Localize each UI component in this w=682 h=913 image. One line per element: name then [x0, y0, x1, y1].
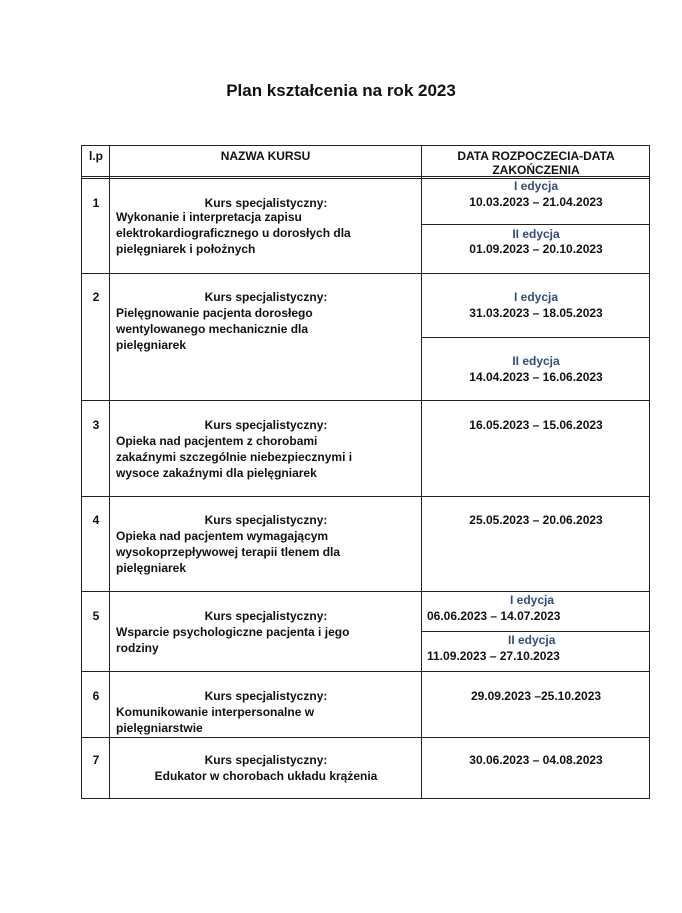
row-divider	[81, 273, 650, 274]
course-type: Kurs specjalistyczny:	[204, 290, 328, 304]
course-type: Kurs specjalistyczny:	[204, 513, 328, 527]
row-number: 7	[92, 753, 100, 767]
row-number: 1	[92, 196, 100, 210]
header-date: ZAKOŃCZENIA	[492, 163, 580, 177]
course-title: elektrokardiograficznego u dorosłych dla	[116, 226, 351, 240]
edition-label: I edycja	[513, 290, 559, 304]
row-number: 6	[92, 689, 100, 703]
course-type: Kurs specjalistyczny:	[204, 196, 328, 210]
table-border-top	[81, 145, 650, 146]
edition-dates: 06.06.2023 – 14.07.2023	[427, 609, 561, 623]
edition-divider	[421, 337, 650, 338]
course-title: pielęgniarek	[116, 561, 187, 575]
header-course-name: NAZWA KURSU	[220, 149, 311, 163]
course-title: zakaźnymi szczególnie niebezpiecznymi i	[116, 450, 353, 464]
course-title: Opieka nad pacjentem wymagającym	[116, 529, 329, 543]
row-number: 3	[92, 418, 100, 432]
row-number: 5	[92, 609, 100, 623]
course-title: Opieka nad pacjentem z chorobami	[116, 434, 318, 448]
header-date: DATA ROZPOCZECIA-DATA	[457, 149, 615, 163]
course-title: wentylowanego mechanicznie dla	[116, 322, 309, 336]
row-number: 4	[92, 513, 100, 527]
edition-divider	[421, 224, 650, 225]
course-title: Komunikowanie interpersonalne w	[116, 705, 315, 719]
row-divider	[81, 671, 650, 672]
edition-dates: 11.09.2023 – 27.10.2023	[427, 649, 560, 663]
course-type: Kurs specjalistyczny:	[204, 689, 328, 703]
course-title: pielęgniarek	[116, 338, 187, 352]
header-lp: l.p	[89, 149, 103, 163]
edition-dates: 01.09.2023 – 20.10.2023	[469, 242, 603, 256]
course-type: Kurs specjalistyczny:	[204, 418, 328, 432]
course-title: Pielęgnowanie pacjenta dorosłego	[116, 306, 313, 320]
course-title: pielęgniarek i położnych	[116, 242, 256, 256]
course-type: Kurs specjalistyczny:	[204, 753, 328, 767]
edition-dates: 10.03.2023 – 21.04.2023	[469, 195, 603, 209]
edition-dates: 31.03.2023 – 18.05.2023	[469, 306, 603, 320]
table-border-bottom	[81, 798, 650, 799]
course-title: wysokoprzepływowej terapii tlenem dla	[116, 545, 341, 559]
course-title: wysoce zakaźnymi dla pielęgniarek	[116, 466, 317, 480]
page-title: Plan kształcenia na rok 2023	[226, 81, 456, 100]
edition-dates: 25.05.2023 – 20.06.2023	[469, 513, 603, 527]
course-title: Wsparcie psychologiczne pacjenta i jego	[116, 625, 350, 639]
edition-dates: 29.09.2023 –25.10.2023	[470, 689, 602, 703]
edition-label: II edycja	[508, 633, 556, 647]
course-type: Kurs specjalistyczny:	[204, 609, 328, 623]
course-title: Wykonanie i interpretacja zapisu	[116, 210, 302, 224]
edition-label: I edycja	[510, 593, 555, 607]
edition-dates: 30.06.2023 – 04.08.2023	[469, 753, 603, 767]
edition-dates: 14.04.2023 – 16.06.2023	[469, 370, 603, 384]
row-number: 2	[92, 290, 100, 304]
row-divider	[81, 496, 650, 497]
course-title: Edukator w chorobach układu krążenia	[154, 769, 378, 783]
edition-label: II edycja	[512, 354, 560, 368]
edition-dates: 16.05.2023 – 15.06.2023	[469, 418, 603, 432]
row-divider	[81, 737, 650, 738]
course-title: rodziny	[116, 641, 159, 655]
row-divider	[81, 591, 650, 592]
course-title: pielęgniarstwie	[116, 721, 203, 735]
row-divider	[81, 400, 650, 401]
edition-label: II edycja	[512, 227, 560, 241]
edition-label: I edycja	[513, 179, 559, 193]
